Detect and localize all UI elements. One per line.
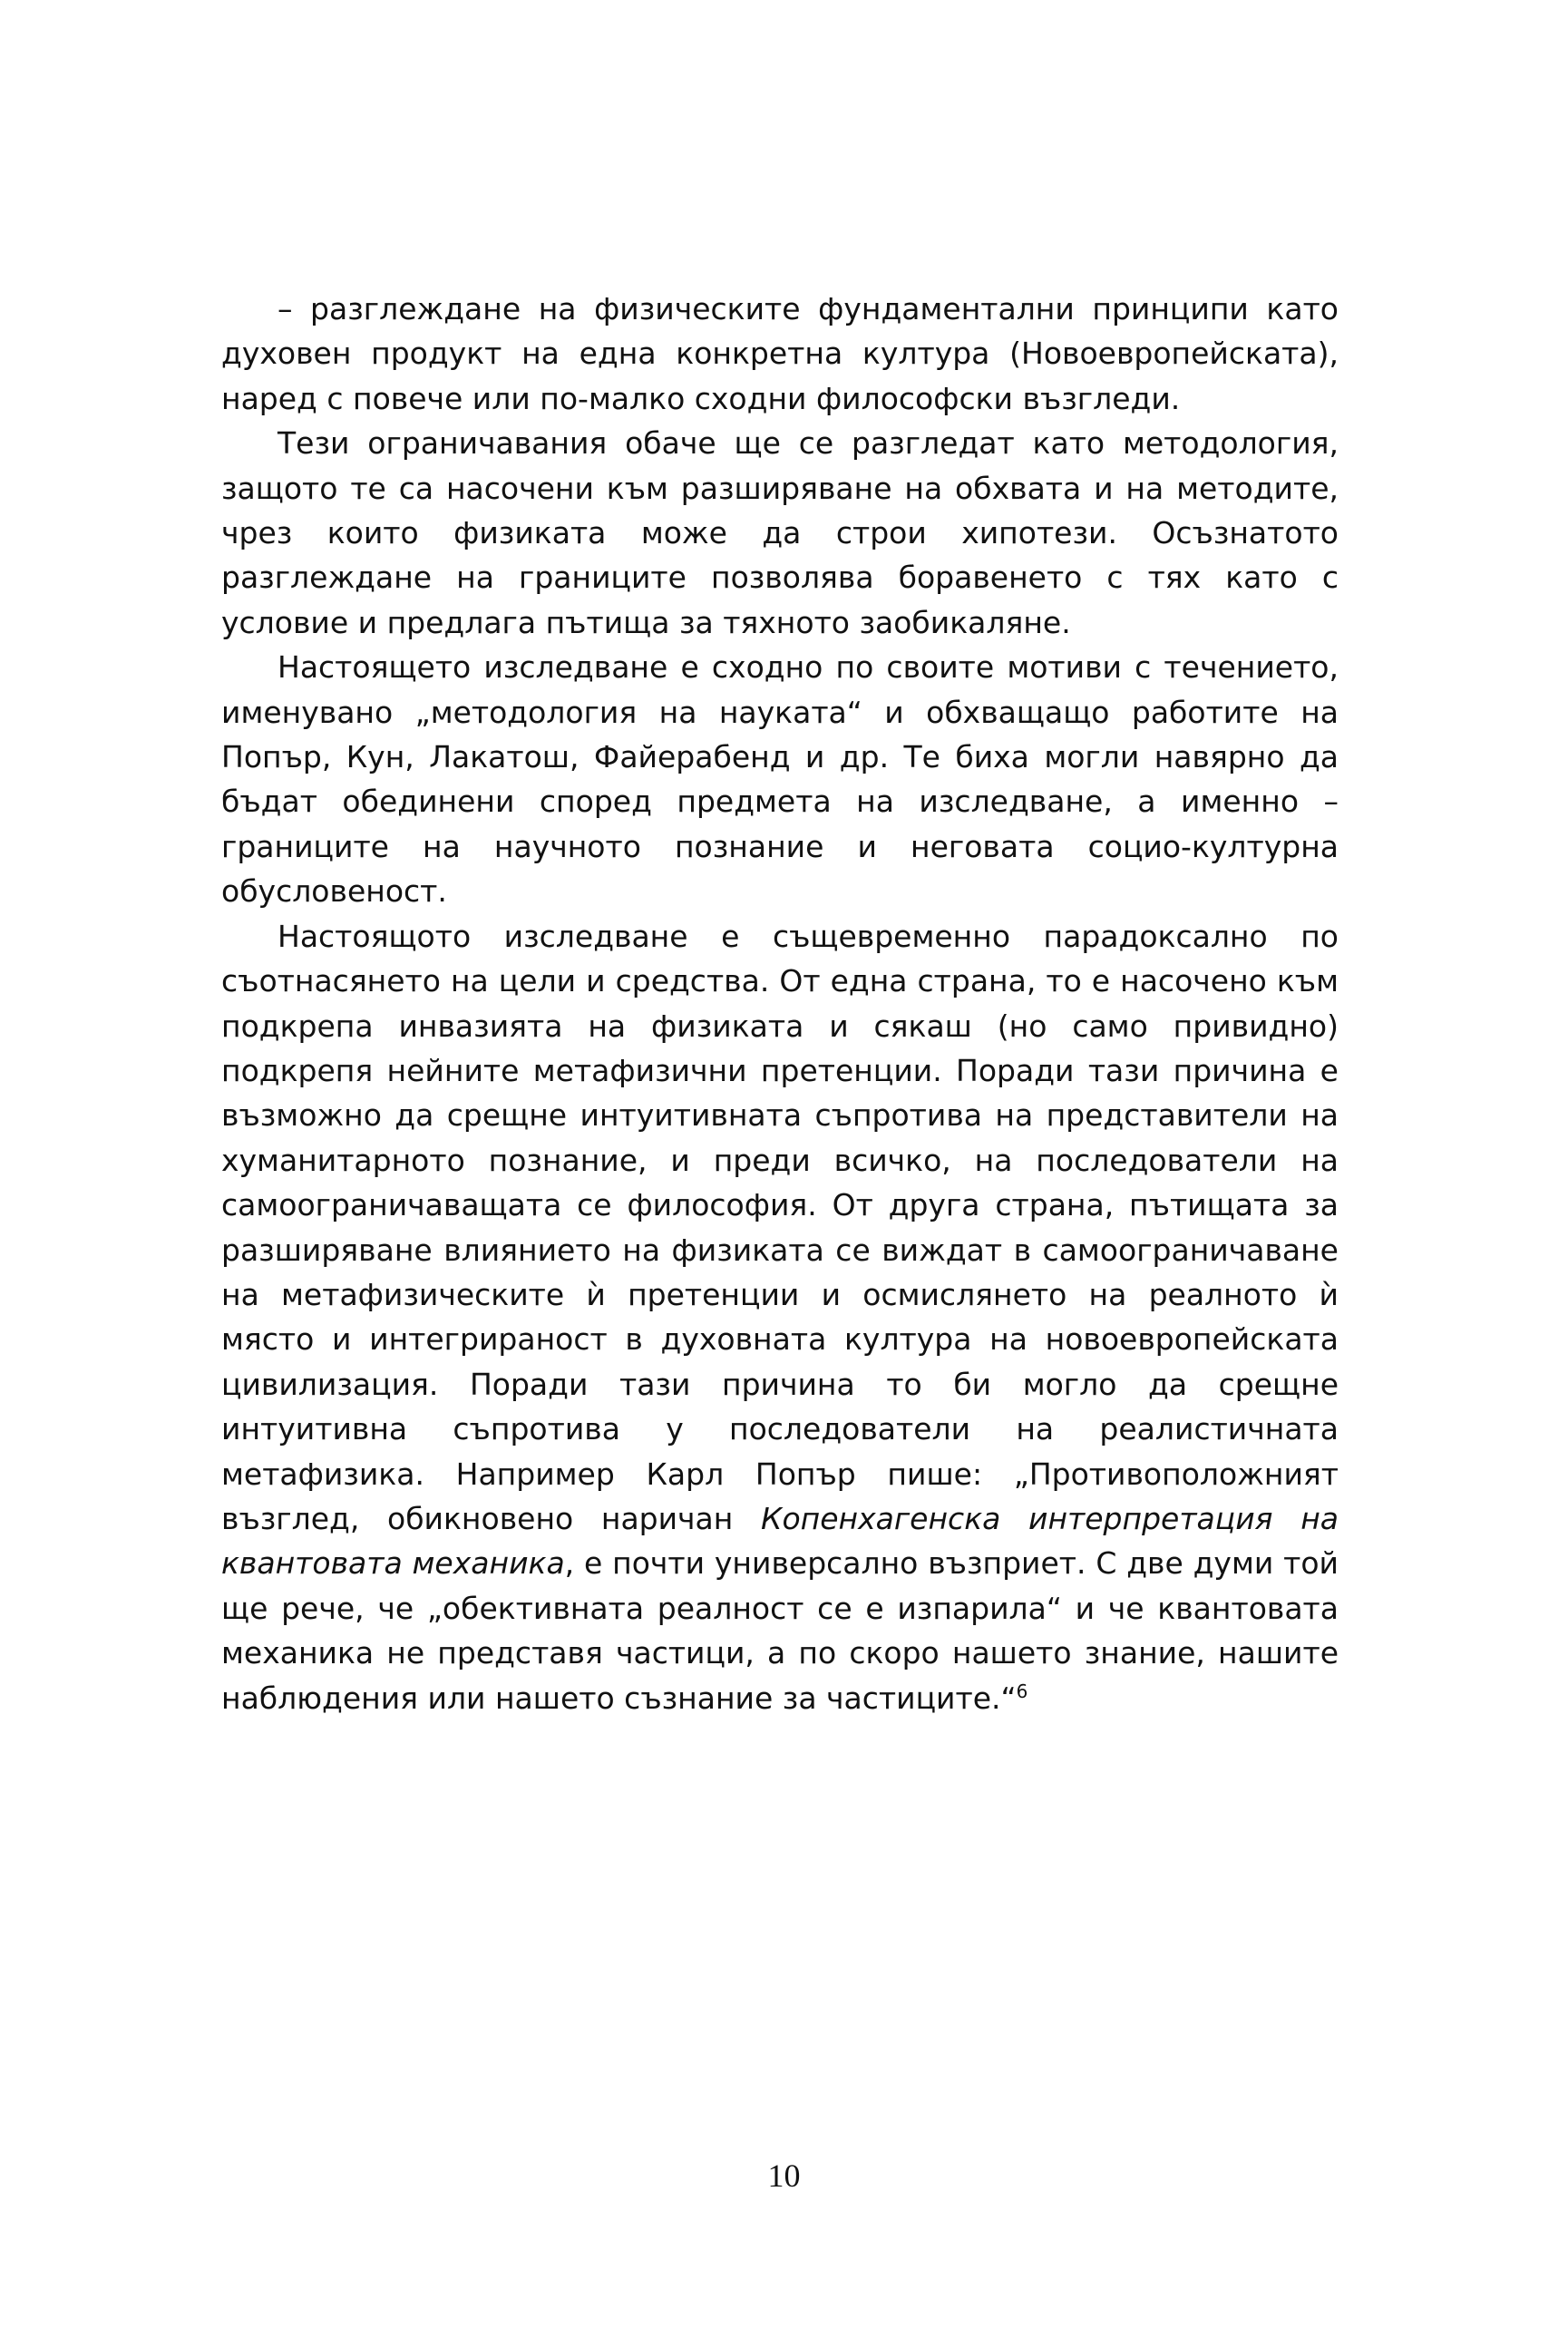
paragraph-3: Настоящето изследване е сходно по своите мотиви с течението, именувано „методология на науката“ и обхващащо работите на Попър, Кун, Лакатош, Файерабенд и др. Те биха могли навярно да бъдат обединени според предмета на изследване, а именно – границите на научното познание и неговата социо-културна обусловеност. — [221, 649, 1339, 910]
body-text — [221, 287, 1339, 1720]
paragraph-4-italic-term: Копенхагенска интерпретация на квантовата механика — [221, 1500, 1339, 1582]
paragraph-4-text-before: Настоящото изследване е същевременно парадоксално по съотнасянето на цели и средства. От една страна, то е насочено към подкрепа инвазията на физиката и сякаш (но само привидно) подкрепя нейните метафизични претенции. Поради тази причина е възможно да срещне интуитивната съпротива на представители на хуманитарното познание, и преди всичко, на последователи на самоограничаващата се философия. От друга страна, пътищата за разширяване влиянието на физиката се виждат в самоограничаване на метафизическите ѝ претенции и осмислянето на реалното ѝ място и интегрираност в духовната култура на новоевропейската цивилизация. Поради тази причина то би могло да срещне интуитивна съпротива у последователи на реалистичната метафизика. Например Карл Попър пише: „Противоположният възглед, обикновено наричан — [221, 918, 1339, 1536]
page-number: 10 — [767, 2158, 801, 2194]
footnote-reference: 6 — [1016, 1680, 1028, 1702]
paragraph-4-text-after: , е почти универсално възприет. С две думи той ще рече, че „обективната реалност се е изпарила“ и че квантовата механика не представя частици, а по скоро нашето знание, нашите наблюдения или нашето съзнание за частиците.“ — [221, 1545, 1339, 1716]
paragraph-2: Тези ограничавания обаче ще се разгледат като методология, защото те са насочени към разширяване на обхвата и на методите, чрез които физиката може да строи хипотези. Осъзнатото разглеждане на границите позволява боравенето с тях като с условие и предлага пътища за тяхното заобикаляне. — [221, 425, 1339, 640]
paragraph-4 — [221, 914, 1339, 1720]
paragraph-1: – разглеждане на физическите фундаментални принципи като духовен продукт на една конкретна култура (Новоевропейската), наред с повече или по-малко сходни философски възгледи. — [221, 291, 1339, 416]
